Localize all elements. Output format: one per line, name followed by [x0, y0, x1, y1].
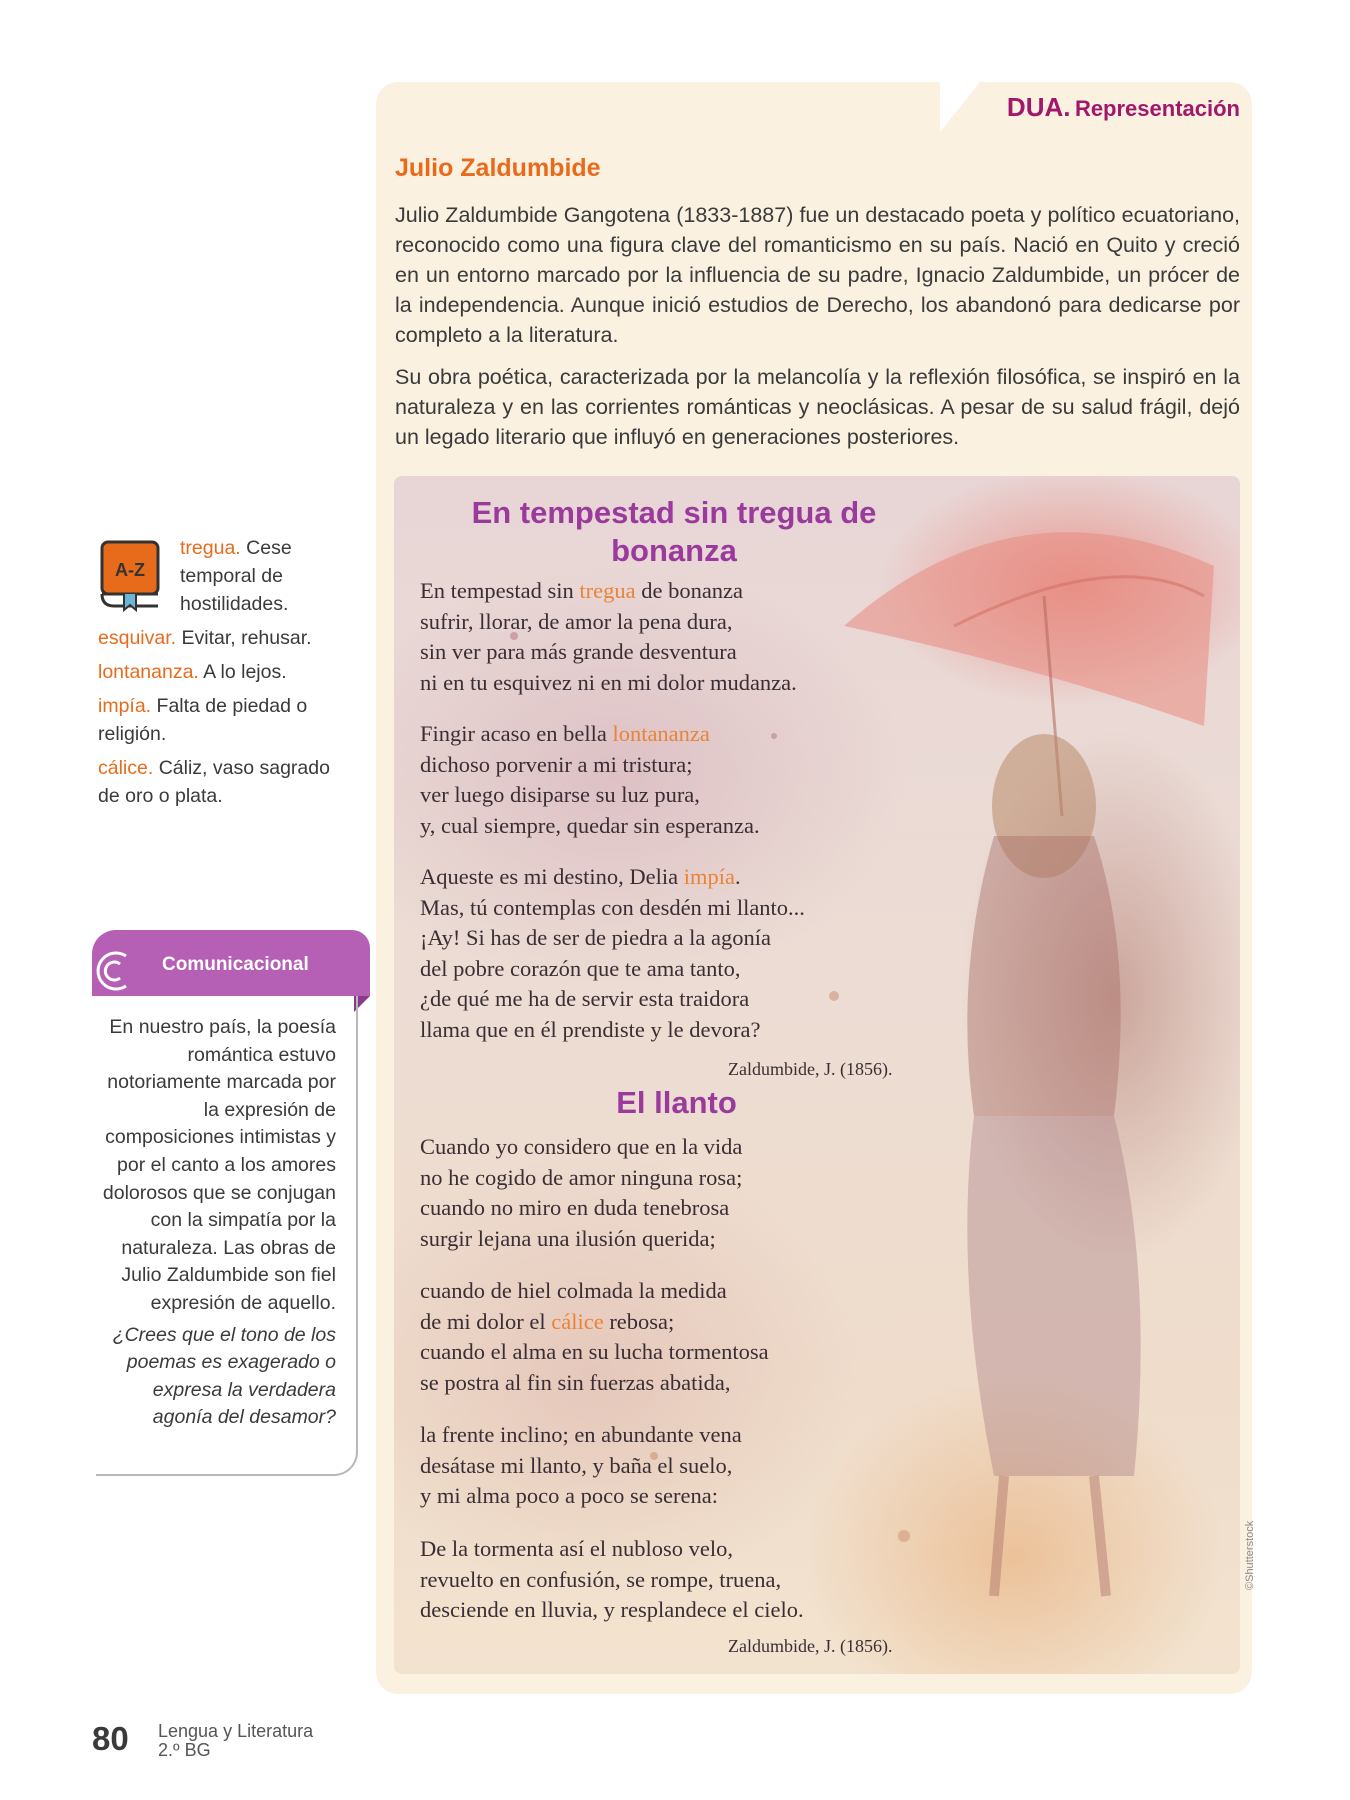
glossary-item-impia: impía. Falta de piedad o religión. — [98, 695, 308, 745]
poem1-stanza-1 — [420, 576, 797, 698]
poem2-title: El llanto — [616, 1085, 737, 1120]
poem-line: Fingir acaso en bella lontananza — [420, 721, 710, 746]
poem-line: ni en tu esquivez ni en mi dolor mudanza. — [420, 669, 797, 695]
poem-line: llama que en él prendiste y le devora? — [420, 1016, 761, 1042]
poem-line: del pobre corazón que te ama tanto, — [420, 955, 741, 981]
poem-line: de mi dolor el cálice rebosa; — [420, 1308, 675, 1334]
poem-line: sin ver para más grande desventura — [420, 639, 737, 664]
bio-text — [395, 200, 1240, 452]
page-number: 80 — [92, 1720, 129, 1757]
glossary-item-esquivar: esquivar. Evitar, rehusar. — [98, 627, 312, 649]
dua-label-rest: Representación — [1074, 96, 1240, 121]
poem-line: cuando el alma en su lucha tormentosa — [420, 1339, 769, 1364]
dua-label — [990, 92, 1240, 123]
bio-title: Julio Zaldumbide — [395, 154, 601, 182]
comunicacional-question: ¿Crees que el tono de los poemas es exagerado o expresa la verdadera agonía del desamor? — [112, 1323, 336, 1429]
poem-line: se postra al fin sin fuerzas abatida, — [420, 1369, 731, 1395]
poem1-title-line2: bonanza — [611, 533, 737, 568]
poem-line: y, cual siempre, quedar sin esperanza. — [420, 812, 760, 838]
poem2-stanza-3 — [420, 1420, 742, 1512]
poem-line: desátase mi llanto, y baña el suelo, — [420, 1452, 733, 1478]
poem-line: Mas, tú contemplas con desdén mi llanto... — [420, 894, 805, 920]
poem-line: no he cogido de amor ninguna rosa; — [420, 1164, 743, 1190]
dua-label-strong: DUA. — [1006, 92, 1071, 122]
glossary-term: impía. — [98, 695, 152, 717]
poem2-stanza-4 — [420, 1534, 804, 1626]
poem-line: ¡Ay! Si has de ser de piedra a la agonía — [420, 925, 771, 950]
dictionary-icon — [98, 540, 162, 612]
gloss-word-impia: impía — [683, 864, 735, 889]
photo-credit: ©Shutterstock — [1244, 1520, 1256, 1590]
gloss-word-lontananza: lontananza — [612, 721, 710, 746]
poem-line: la frente inclino; en abundante vena — [420, 1422, 742, 1447]
glossary-term: lontananza. — [98, 661, 199, 683]
poem1-stanza-2 — [420, 719, 760, 841]
poem-line: Cuando yo considero que en la vida — [420, 1134, 743, 1159]
poem2-credit: Zaldumbide, J. (1856). — [728, 1636, 893, 1656]
book-grade: 2.º BG — [158, 1740, 211, 1760]
bio-paragraph-2: Su obra poética, caracterizada por la melancolía y la reflexión filosófica, se inspiró en la naturaleza y en las corrientes románticas y neoclásicas. A pesar de su salud frágil, dejó un legado literario que influyó en generaciones posteriores. — [395, 365, 1240, 449]
comunicacional-c-icon — [92, 946, 136, 996]
comunicacional-text — [100, 1014, 336, 1432]
poem-line: ¿de qué me ha de servir esta traidora — [420, 986, 750, 1011]
glossary-item-calice: cálice. Cáliz, vaso sagrado de oro o plata. — [98, 757, 330, 807]
book-subject: Lengua y Literatura — [158, 1721, 314, 1741]
book-title — [158, 1722, 313, 1760]
poem1-title — [424, 494, 924, 570]
poem-line: Aqueste es mi destino, Delia impía. — [420, 864, 741, 889]
poem-illustration-panel — [394, 476, 1240, 1674]
dictionary-icon-text: A-Z — [115, 560, 145, 580]
comunicacional-paragraph: En nuestro país, la poesía romántica estuvo notoriamente marcada por la expresión de composiciones intimistas y por el canto a los amores dolorosos que se conjugan con la simpatía por la naturaleza. Las obras de Julio Zaldumbide son fiel expresión de aquello. — [102, 1016, 336, 1314]
gloss-word-calice: cálice — [551, 1308, 604, 1334]
poem-line: De la tormenta así el nubloso velo, — [420, 1536, 734, 1561]
poem-line: y mi alma poco a poco se serena: — [420, 1483, 719, 1508]
poem2-stanza-1 — [420, 1132, 742, 1254]
poem-line: surgir lejana una ilusión querida; — [420, 1225, 716, 1251]
poem-line: En tempestad sin tregua de bonanza — [420, 578, 744, 603]
glossary-item-lontananza: lontananza. A lo lejos. — [98, 661, 287, 683]
poem-line: cuando no miro en duda tenebrosa — [420, 1195, 730, 1220]
poem-line: revuelto en confusión, se rompe, truena, — [420, 1566, 782, 1592]
bio-paragraph-1: Julio Zaldumbide Gangotena (1833-1887) fue un destacado poeta y político ecuatoriano, reconocido como una figura clave del romanticismo en su país. Nació en Quito y creció en un entorno marcado por la influencia de su padre, Ignacio Zaldumbide, un prócer de la independencia. Aunque inició estudios de Derecho, los abandonó para dedicarse por completo a la literatura. — [395, 203, 1240, 347]
gloss-word-tregua: tregua — [579, 578, 636, 603]
poem1-stanza-3 — [420, 862, 805, 1045]
glossary-term: cálice. — [98, 757, 154, 779]
glossary-term: tregua. — [180, 537, 241, 559]
glossary-item-tregua: tregua. Cese temporal de hostilidades. — [180, 537, 292, 615]
poem1-title-line1: En tempestad sin tregua de — [471, 495, 877, 530]
poem-line: ver luego disiparse su luz pura, — [420, 782, 700, 807]
glossary-term: esquivar. — [98, 627, 177, 649]
poem-line: cuando de hiel colmada la medida — [420, 1278, 727, 1303]
poem2-stanza-2 — [420, 1276, 769, 1398]
comunicacional-label: Comunicacional — [162, 954, 309, 975]
poem-line: dichoso porvenir a mi tristura; — [420, 751, 693, 777]
poem-line: desciende en lluvia, y resplandece el cielo. — [420, 1597, 804, 1622]
poem-line: sufrir, llorar, de amor la pena dura, — [420, 608, 733, 634]
poem1-credit: Zaldumbide, J. (1856). — [728, 1059, 893, 1079]
